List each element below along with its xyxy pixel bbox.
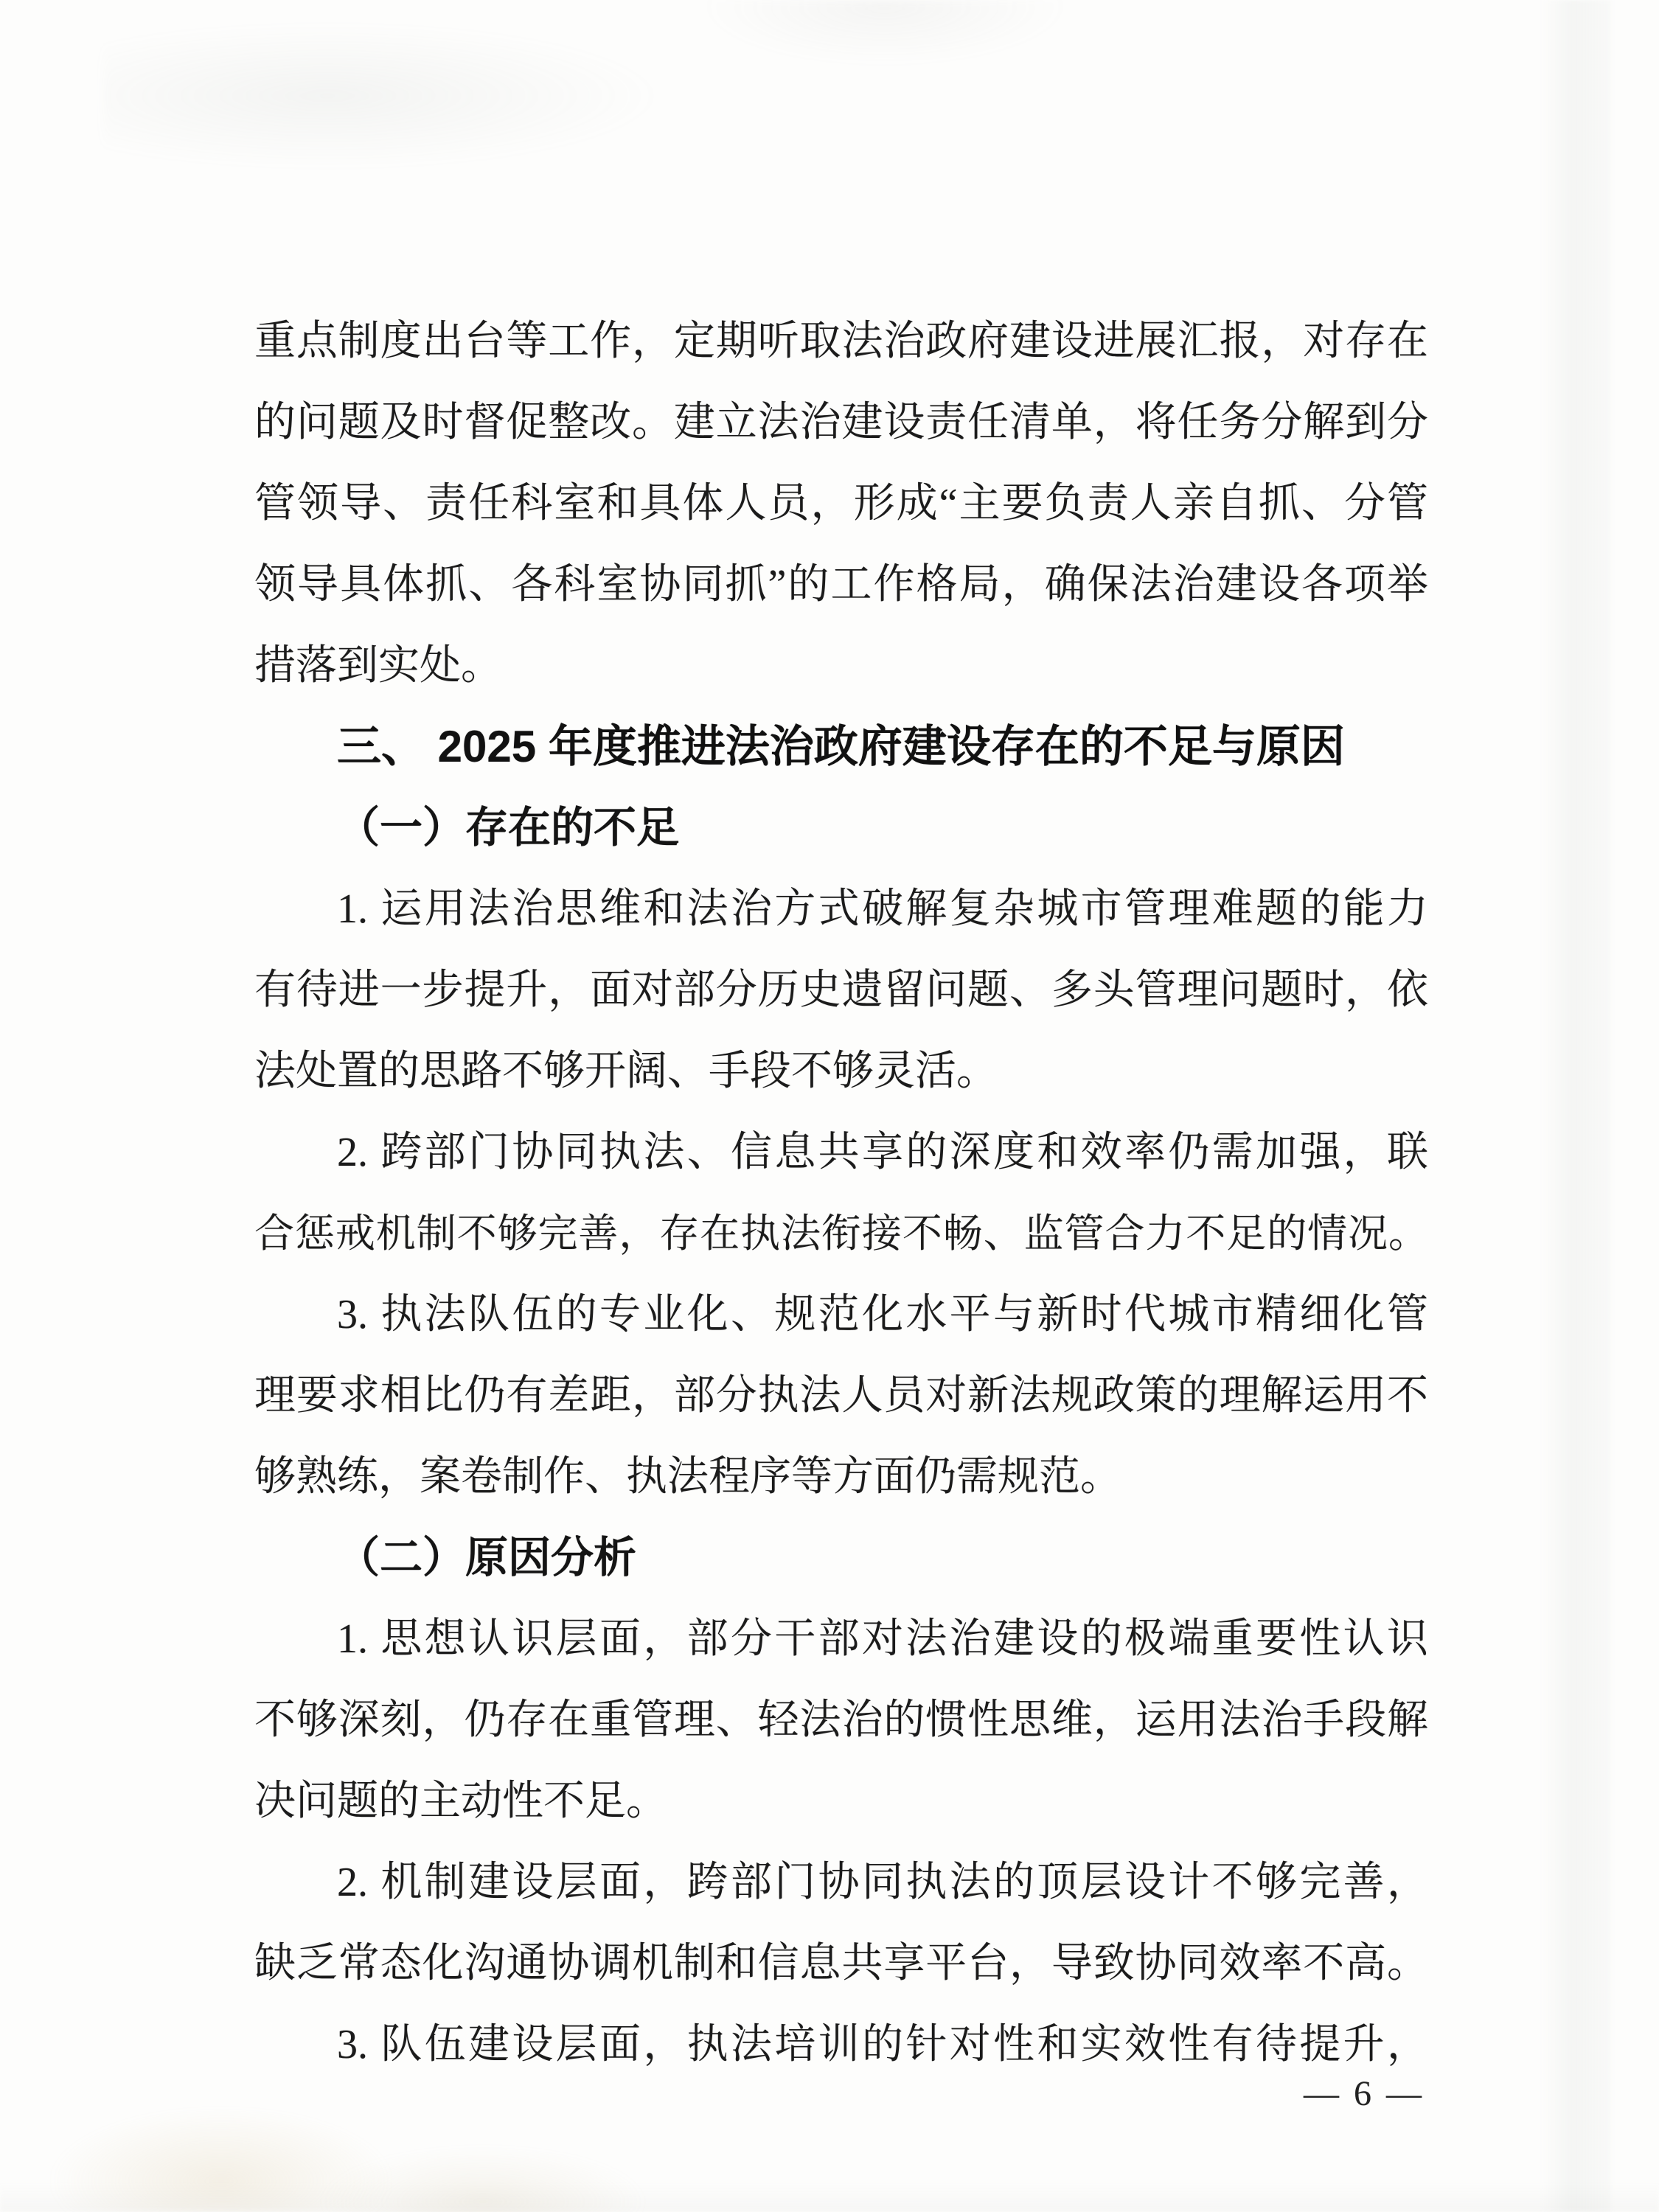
body-line: 1. 运用法治思维和法治方式破解复杂城市管理难题的能力 (337, 886, 1428, 932)
paper-smudge (700, 0, 1069, 66)
section-heading: 三、 2025 年度推进法治政府建设存在的不足与原因 (337, 722, 1345, 771)
body-line: 够熟练，案卷制作、执法程序等方面仍需规范。 (254, 1454, 1121, 1500)
paper-smudge (317, 2146, 649, 2212)
body-line: 管领导、责任科室和具体人员，形成“主要负责人亲自抓、分管 (254, 481, 1428, 526)
body-line: 理要求相比仍有差距，部分执法人员对新法规政策的理解运用不 (254, 1373, 1428, 1419)
body-line: 措落到实处。 (254, 643, 502, 689)
page-number: — 6 — (1304, 2074, 1425, 2113)
body-line: 合惩戒机制不够完善，存在执法衔接不畅、监管合力不足的情况。 (254, 1211, 1428, 1256)
paper-smudge (103, 22, 664, 170)
body-line: 2. 机制建设层面，跨部门协同执法的顶层设计不够完善， (337, 1860, 1428, 1905)
body-line: 3. 执法队伍的专业化、规范化水平与新时代城市精细化管 (337, 1292, 1428, 1338)
document-text-block (254, 301, 1428, 2085)
body-line: 法处置的思路不够开阔、手段不够灵活。 (254, 1048, 998, 1094)
scan-edge-shadow (1541, 0, 1611, 2212)
body-line: 有待进一步提升，面对部分历史遗留问题、多头管理问题时，依 (254, 967, 1428, 1013)
subsection-heading: （二）原因分析 (337, 1534, 637, 1582)
scan-edge-shadow (0, 2183, 1659, 2212)
body-line: 3. 队伍建设层面，执法培训的针对性和实效性有待提升， (337, 2022, 1428, 2067)
body-line: 领导具体抓、各科室协同抓”的工作格局，确保法治建设各项举 (254, 562, 1428, 608)
body-line: 缺乏常态化沟通协调机制和信息共享平台，导致协同效率不高。 (254, 1941, 1428, 1986)
body-line: 不够深刻，仍存在重管理、轻法治的惯性思维，运用法治手段解 (254, 1697, 1428, 1743)
body-line: 的问题及时督促整改。建立法治建设责任清单，将任务分解到分 (254, 400, 1428, 445)
body-line: 2. 跨部门协同执法、信息共享的深度和效率仍需加强，联 (337, 1130, 1428, 1175)
subsection-heading: （一）存在的不足 (337, 804, 680, 852)
body-line: 1. 思想认识层面，部分干部对法治建设的极端重要性认识 (337, 1616, 1428, 1662)
body-line: 重点制度出台等工作，定期听取法治政府建设进展汇报，对存在 (254, 319, 1428, 364)
body-line: 决问题的主动性不足。 (254, 1778, 667, 1824)
paper-smudge (52, 2109, 391, 2212)
